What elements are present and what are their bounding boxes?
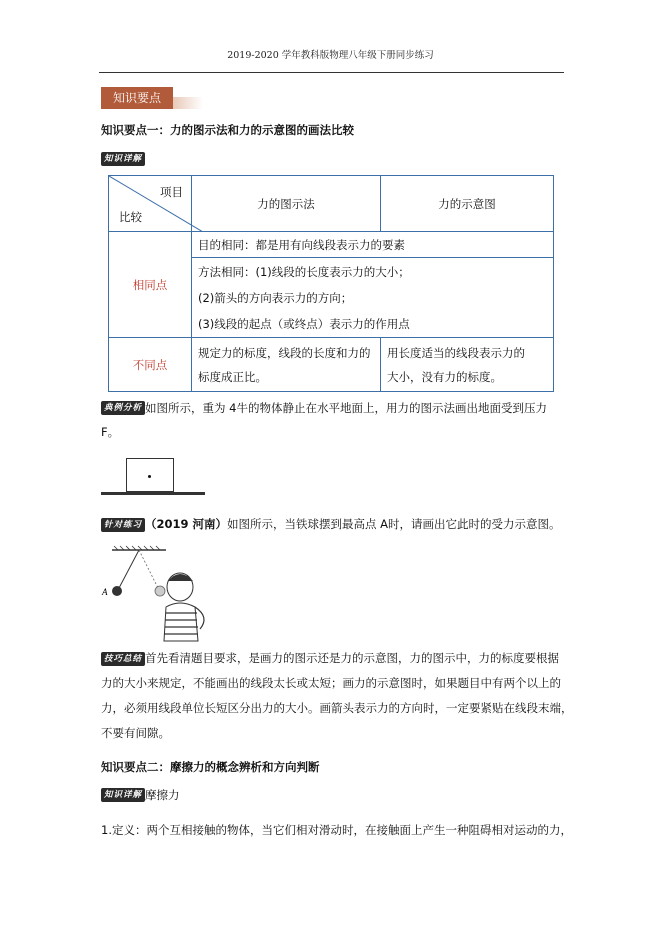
table-corner-cell bbox=[109, 176, 192, 232]
topic-friction: 摩擦力 bbox=[145, 788, 180, 802]
practice-text: 如图所示，当铁球摆到最高点 A时，请画出它此时的受力示意图。 bbox=[227, 517, 561, 531]
page-header: 2019-2020 学年教科版物理八年级下册同步练习 bbox=[227, 50, 434, 61]
corner-top-label: 项目 bbox=[160, 185, 183, 199]
diff-cell-schematic bbox=[381, 338, 554, 392]
example-line-2: F。 bbox=[101, 425, 120, 439]
same-row-2: 方法相同：(1)线段的长度表示力的大小； bbox=[198, 264, 410, 279]
tip-line-3: 力，必须用线段单位长短区分出力的大小。画箭头表示力的方向时，一定要紧贴在线段末端， bbox=[101, 701, 573, 715]
section-tab: 知识要点 bbox=[101, 87, 173, 109]
col-header-schematic: 力的示意图 bbox=[381, 176, 554, 232]
same-label: 相同点 bbox=[109, 232, 192, 338]
practice-text-line bbox=[145, 514, 561, 534]
diff-cell-diagram bbox=[192, 338, 381, 392]
friction-definition: 1.定义：两个互相接触的物体，当它们相对滑动时，在接触面上产生一种阻碍相对运动的力， bbox=[101, 823, 572, 837]
diff-label: 不同点 bbox=[109, 338, 192, 392]
badge-practice: 针对练习 bbox=[101, 518, 145, 532]
diff-schematic-line-2: 大小，没有力的标度。 bbox=[387, 369, 502, 384]
diff-schematic-line-1: 用长度适当的线段表示力的 bbox=[387, 345, 525, 360]
pendulum-figure bbox=[100, 545, 215, 645]
badge-detail-1: 知识详解 bbox=[101, 152, 145, 166]
block-center-dot bbox=[148, 475, 151, 478]
same-row-1: 目的相同：都是用有向线段表示力的要素 bbox=[192, 232, 554, 258]
comparison-table bbox=[108, 175, 554, 392]
same-row-4: (3)线段的起点（或终点）表示力的作用点 bbox=[198, 316, 410, 331]
badge-detail-2: 知识详解 bbox=[101, 788, 145, 802]
point2-title: 知识要点二：摩擦力的概念辨析和方向判断 bbox=[101, 760, 320, 774]
example-line-1: 如图所示，重为 4牛的物体静止在水平地面上，用力的图示法画出地面受到压力 bbox=[145, 401, 547, 415]
section-tab-shade bbox=[173, 97, 203, 109]
tip-line-2: 力的大小来规定，不能画出的线段太长或太短；画力的示意图时，如果题目中有两个以上的 bbox=[101, 676, 561, 690]
badge-example: 典例分析 bbox=[101, 401, 145, 415]
practice-source: （2019 河南） bbox=[145, 517, 228, 531]
same-row-3: (2)箭头的方向表示力的方向； bbox=[198, 290, 353, 305]
diff-diagram-line-1: 规定力的标度，线段的长度和力的 bbox=[198, 345, 371, 360]
header-divider bbox=[99, 72, 564, 73]
corner-bottom-label: 比较 bbox=[119, 210, 142, 224]
col-header-diagram: 力的图示法 bbox=[192, 176, 381, 232]
ground-line bbox=[101, 492, 205, 495]
badge-tip: 技巧总结 bbox=[101, 652, 145, 666]
point1-title: 知识要点一：力的图示法和力的示意图的画法比较 bbox=[101, 123, 354, 137]
diff-diagram-line-2: 标度成正比。 bbox=[198, 369, 267, 384]
tip-line-4: 不要有间隙。 bbox=[101, 726, 170, 740]
tip-line-1: 首先看清题目要求，是画力的图示还是力的示意图，力的图示中，力的标度要根据 bbox=[145, 651, 559, 665]
block-figure bbox=[126, 458, 174, 492]
same-row-methods bbox=[192, 258, 554, 338]
point-a-label: A bbox=[102, 587, 108, 597]
